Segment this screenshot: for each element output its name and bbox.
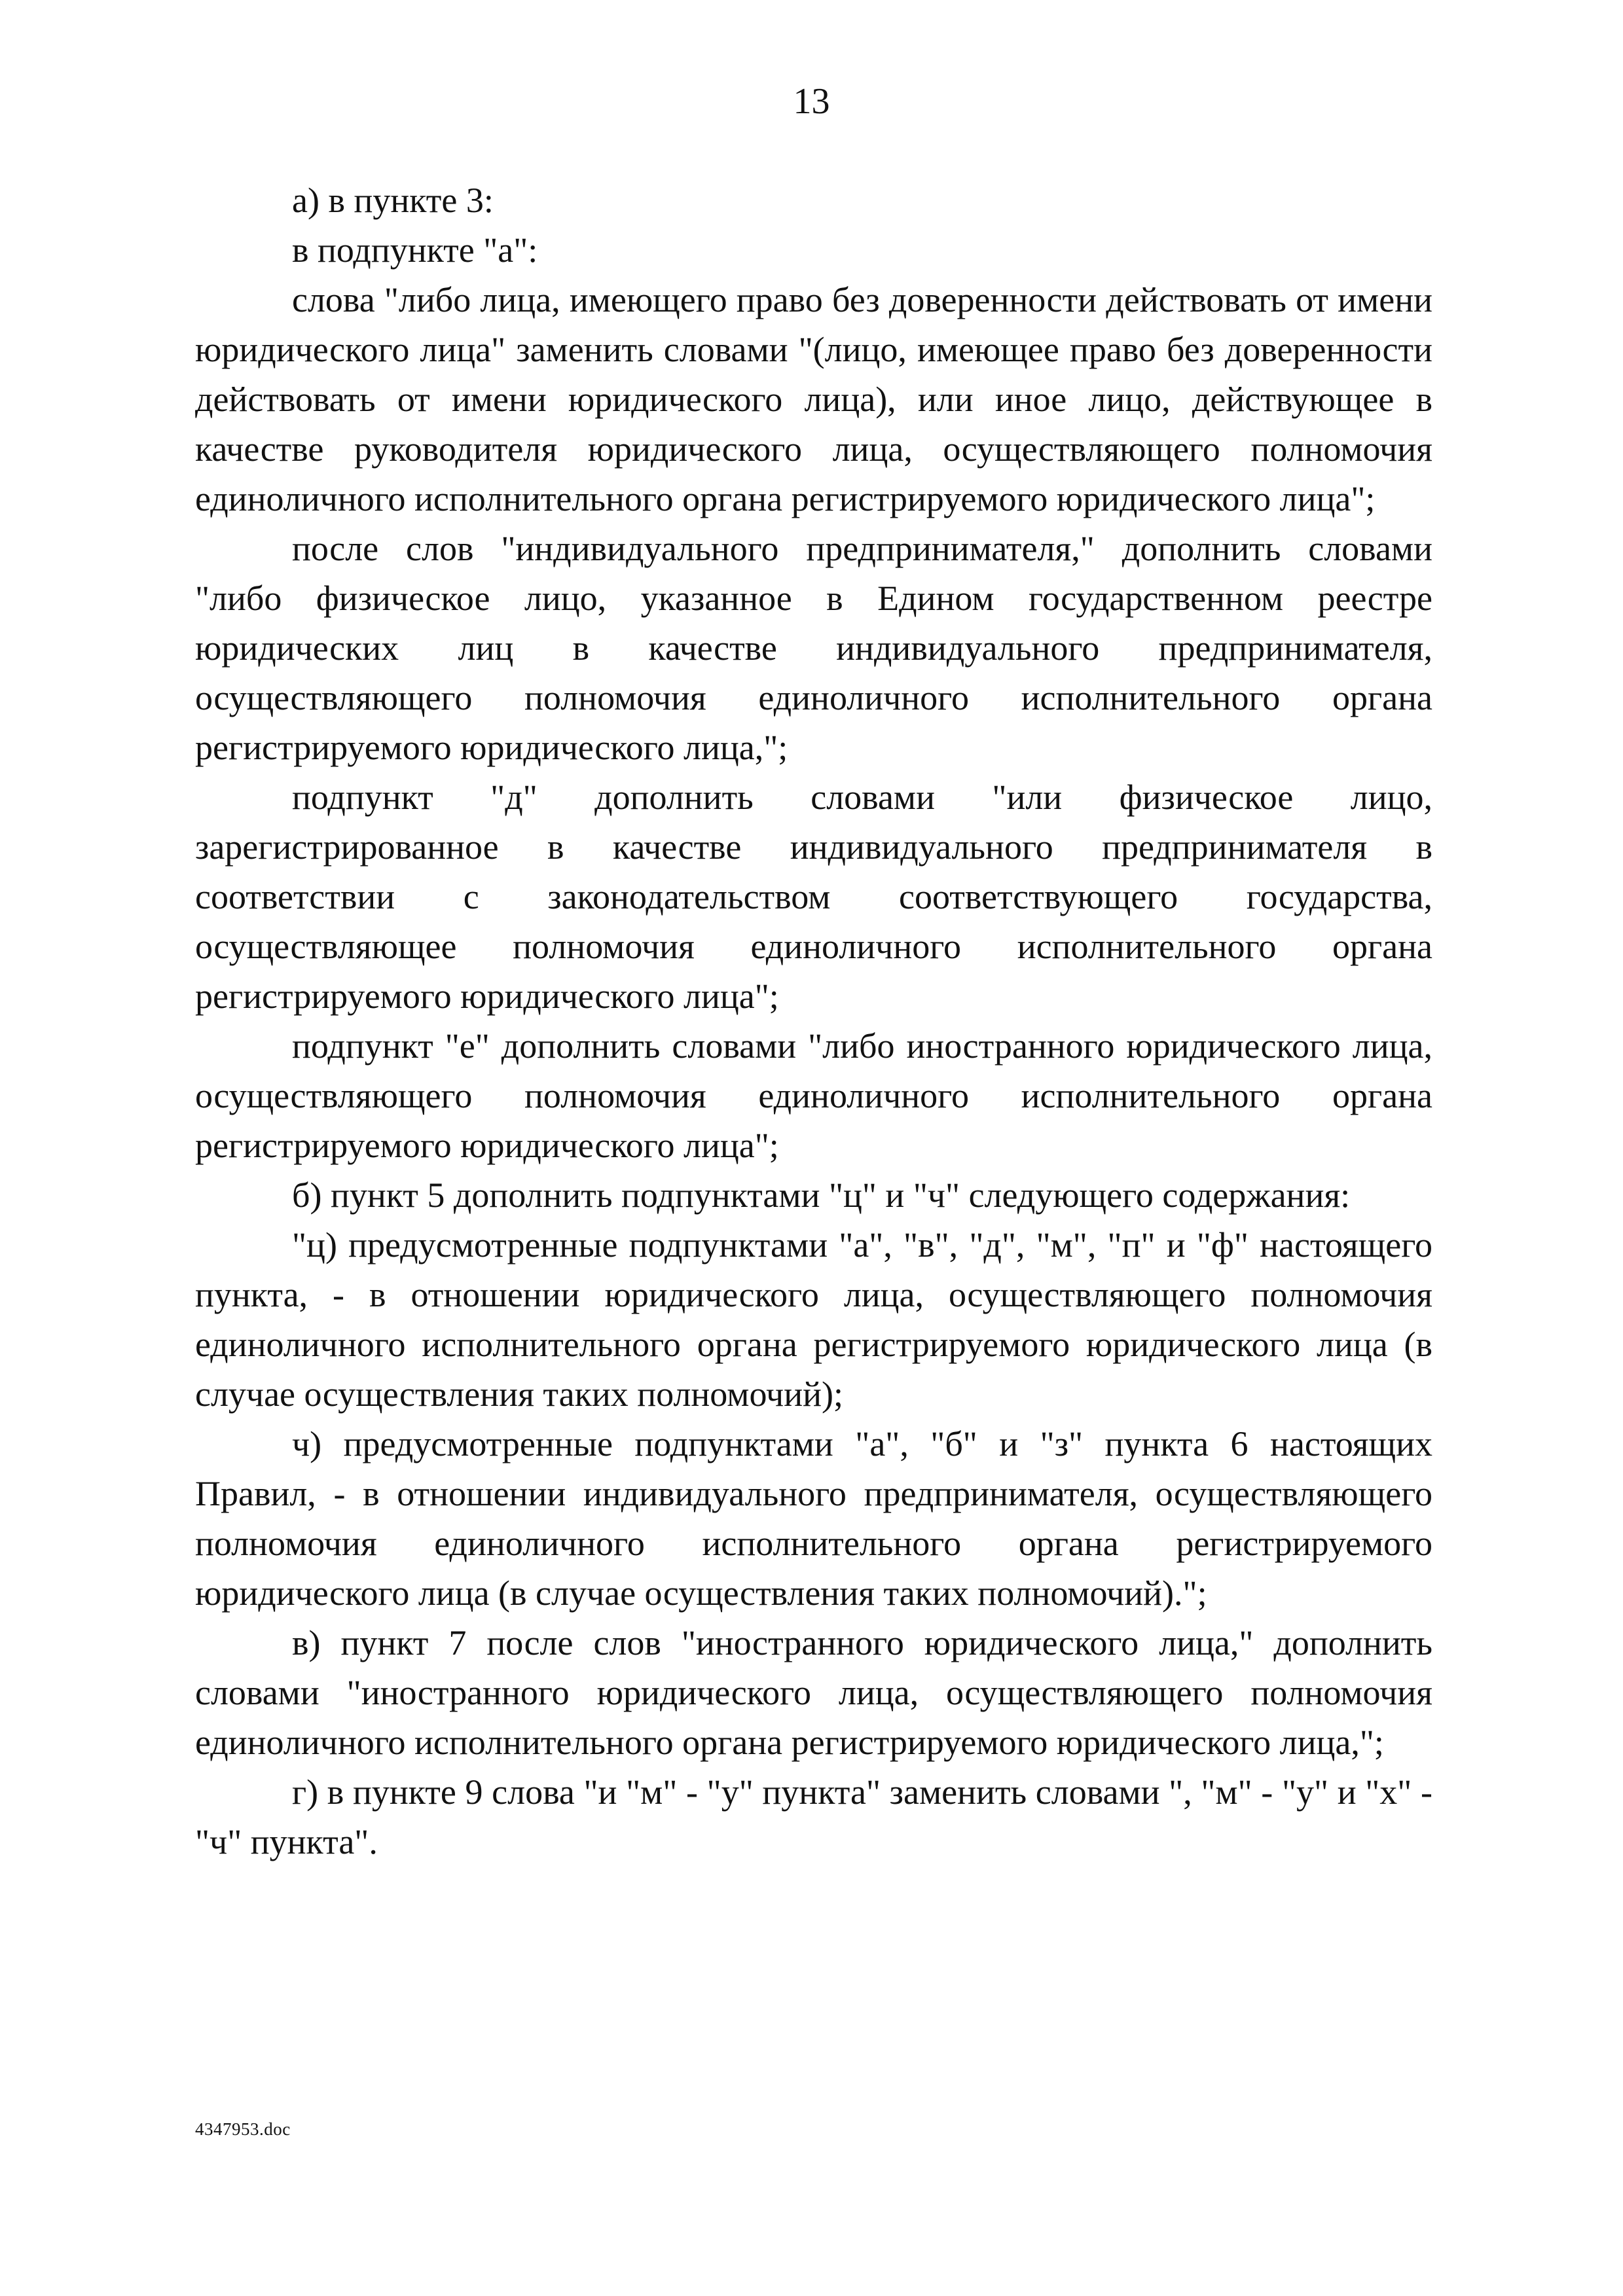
paragraph-6: подпункт "е" дополнить словами "либо иностранного юридического лица, осуществляющего полномочия единоличного исполнительного органа регистрируемого юридического лица"; xyxy=(195,1026,1432,1165)
paragraph-8: "ц) предусмотренные подпунктами "а", "в", "д", "м", "п" и "ф" настоящего пункта, - в отношении юридического лица, осуществляющего полномочия единоличного исполнительного органа регистрируемого юридического лица (в случае осуществления таких полномочий); xyxy=(195,1225,1432,1414)
paragraph-9: ч) предусмотренные подпунктами "а", "б" и "з" пункта 6 настоящих Правил, - в отношении индивидуального предпринимателя, осуществляющего полномочия единоличного исполнительного органа регистрируемого юридического лица (в случае осуществления таких полномочий)."; xyxy=(195,1424,1432,1613)
paragraph-7: б) пункт 5 дополнить подпунктами "ц" и "ч" следующего содержания: xyxy=(292,1175,1351,1215)
paragraph-4: после слов "индивидуального предпринимателя," дополнить словами "либо физическое лицо, указанное в Едином государственном реестре юридических лиц в качестве индивидуального предпринимателя, осуществляющего полномочия единоличного исполнительного органа регистрируемого юридического лица,"; xyxy=(195,529,1432,767)
paragraph-1: а) в пункте 3: xyxy=(292,181,494,220)
paragraph-3: слова "либо лица, имеющего право без доверенности действовать от имени юридического лица" заменить словами "(лицо, имеющее право без доверенности действовать от имени юридического лица), или иное лицо, действующее в качестве руководителя юридического лица, осуществляющего полномочия единоличного исполнительного органа регистрируемого юридического лица"; xyxy=(195,280,1432,518)
paragraph-11: г) в пункте 9 слова "и "м" - "у" пункта" заменить словами ", "м" - "у" и "х" - "ч" пункта". xyxy=(195,1772,1432,1861)
paragraph-5: подпункт "д" дополнить словами "или физическое лицо, зарегистрированное в качестве индивидуального предпринимателя в соответствии с законодательством соответствующего государства, осуществляющее полномочия единоличного исполнительного органа регистрируемого юридического лица"; xyxy=(195,778,1432,1016)
paragraph-2: в подпункте "а": xyxy=(292,230,538,270)
document-body xyxy=(195,175,1432,1867)
paragraph-10: в) пункт 7 после слов "иностранного юридического лица," дополнить словами "иностранного юридического лица, осуществляющего полномочия единоличного исполнительного органа регистрируемого юридического лица,"; xyxy=(195,1623,1432,1762)
document-footer: 4347953.doc xyxy=(195,2119,291,2139)
page-number: 13 xyxy=(793,81,830,122)
